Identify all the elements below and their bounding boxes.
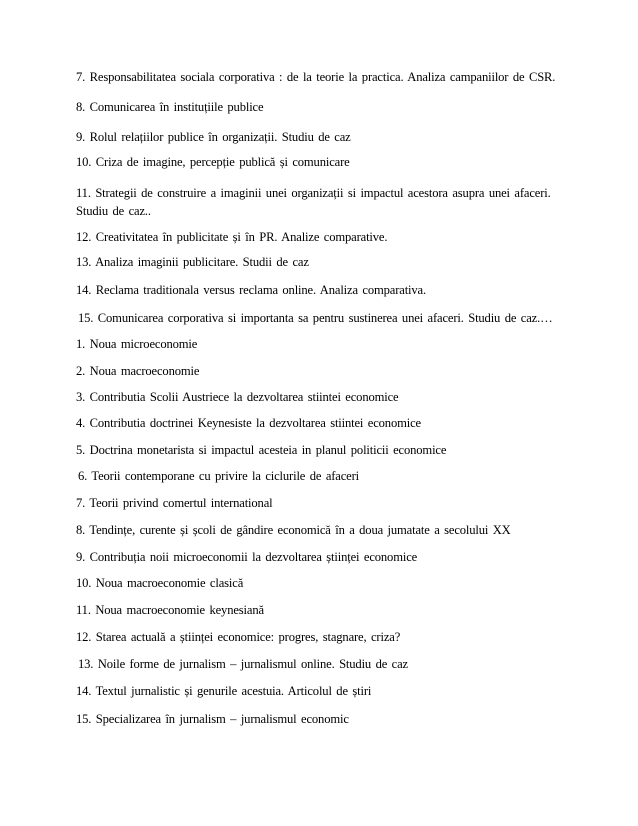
list-item: 10. Criza de imagine, percepție publică și comunicare [76,155,350,169]
list-item: 12. Starea actuală a științei economice: progres, stagnare, criza? [76,630,401,644]
list-item: 2. Noua macroeconomie [76,364,200,378]
list-item: 15. Specializarea în jurnalism – jurnalismul economic [76,712,349,726]
list-item: 5. Doctrina monetarista si impactul acesteia in planul politicii economice [76,443,447,457]
list-item: 9. Contribuția noii microeconomii la dezvoltarea științei economice [76,550,418,564]
list-item: 7. Responsabilitatea sociala corporativa : de la teorie la practica. Analiza campaniilor de CSR. [76,70,556,84]
list-item: 7. Teorii privind comertul international [76,496,273,510]
list-item: 15. Comunicarea corporativa si importanta sa pentru sustinerea unei afaceri. Studiu de caz.… [78,311,553,325]
list-item: 9. Rolul relațiilor publice în organizații. Studiu de caz [76,130,351,144]
list-item: 12. Creativitatea în publicitate și în PR. Analize comparative. [76,230,388,244]
list-item: 3. Contributia Scolii Austriece la dezvoltarea stiintei economice [76,390,399,404]
list-item: 11. Strategii de construire a imaginii unei organizații si impactul acestora asupra unei afaceri. Studiu de caz.. [76,186,551,218]
list-item: 11. Noua macroeconomie keynesiană [76,603,264,617]
list-item: 8. Comunicarea în instituțiile publice [76,100,264,114]
list-item: 10. Noua macroeconomie clasică [76,576,244,590]
list-item: 13. Noile forme de jurnalism – jurnalismul online. Studiu de caz [78,657,408,671]
list-item: 6. Teorii contemporane cu privire la ciclurile de afaceri [78,469,360,483]
list-item: 14. Reclama traditionala versus reclama online. Analiza comparativa. [76,283,426,297]
list-item: 4. Contributia doctrinei Keynesiste la dezvoltarea stiintei economice [76,416,421,430]
list-item: 1. Noua microeconomie [76,337,198,351]
list-item: 13. Analiza imaginii publicitare. Studii de caz [76,255,309,269]
list-item: 14. Textul jurnalistic și genurile acestuia. Articolul de știri [76,684,372,698]
list-item: 8. Tendințe, curente și școli de gândire economică în a doua jumatate a secolului XX [76,523,511,537]
